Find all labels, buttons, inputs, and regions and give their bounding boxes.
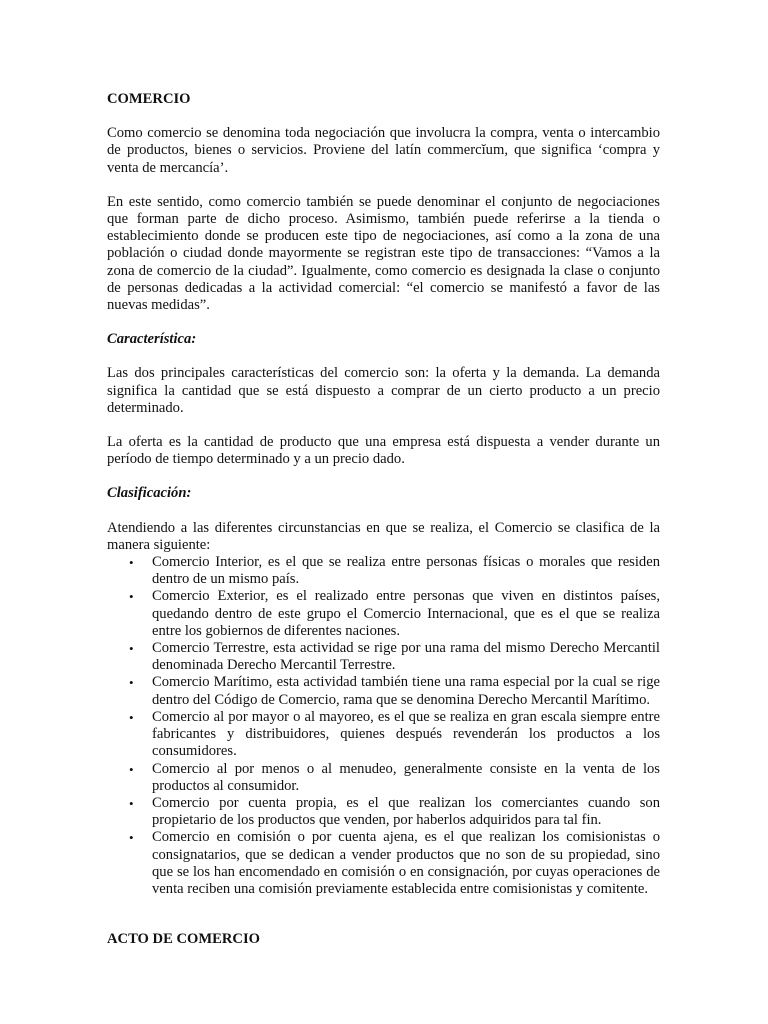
clasificacion-list [107, 554, 660, 898]
document-page [107, 91, 660, 948]
list-item-text: Comercio Exterior, es el realizado entre personas que viven en distintos países, quedando dentro de este grupo el Comercio Internacional, que es el que se realiza entre los gobiernos de diferentes naciones. [152, 588, 660, 639]
list-item [129, 640, 660, 674]
acto-de-comercio-heading: ACTO DE COMERCIO [107, 931, 260, 948]
list-item-text: Comercio al por mayor o al mayoreo, es el que se realiza en gran escala siempre entre fabricantes y distribuidores, quienes después revenderán los productos a los consumidores. [152, 708, 660, 760]
list-item [129, 760, 660, 795]
intro-paragraph-2: En este sentido, como comercio también se puede denominar el conjunto de negociaciones que forman parte de dicho proceso. Asimismo, también puede referirse a la tienda o establecimiento donde se producen este tipo de negociaciones, así como a la zona de una población o ciudad donde mayormente se registran este tipo de transacciones: “Vamos a la zona de comercio de la ciudad”. Igualmente, como comercio es designada la clase o conjunto de personas dedicadas a la actividad comercial: “el comercio se manifestó a favor de las nuevas medidas”. [107, 193, 660, 314]
document-title: COMERCIO [107, 91, 191, 107]
clasificacion-intro: Atendiendo a las diferentes circunstancias en que se realiza, el Comercio se clasifica de la manera siguiente: [107, 519, 660, 553]
clasificacion-heading: Clasificación: [107, 485, 192, 502]
list-item [129, 554, 660, 588]
list-item-text: Comercio al por menos o al menudeo, generalmente consiste en la venta de los productos al consumidor. [152, 760, 660, 794]
intro-paragraph-1: Como comercio se denomina toda negociación que involucra la compra, venta o intercambio de productos, bienes o servicios. Proviene del latín commercĭum, que significa ‘compra y venta de mercancía’. [107, 125, 660, 176]
bullet-icon: • [129, 709, 134, 725]
list-item-text: Comercio Marítimo, esta actividad también tiene una rama especial por la cual se rige dentro del Código de Comercio, rama que se denomina Derecho Mercantil Marítimo. [152, 674, 660, 708]
bullet-icon: • [129, 589, 134, 605]
bullet-icon: • [129, 641, 134, 657]
bullet-icon: • [129, 830, 134, 846]
list-item [129, 674, 660, 708]
caracteristica-heading: Característica: [107, 331, 197, 348]
bullet-icon: • [129, 795, 134, 811]
list-item [129, 794, 660, 829]
list-item [129, 829, 660, 898]
list-item-text: Comercio en comisión o por cuenta ajena, es el que realizan los comisionistas o consignatarios, que se dedican a vender productos que no son de su propiedad, sino que se los han encomendado en comisión o en consignación, por cuyas operaciones de venta reciben una comisión previamente establecida entre comisionistas y comitente. [152, 829, 660, 897]
list-item-text: Comercio Terrestre, esta actividad se rige por una rama del mismo Derecho Mercantil denominada Derecho Mercantil Terrestre. [152, 640, 660, 674]
caracteristica-paragraph-1: Las dos principales características del comercio son: la oferta y la demanda. La demanda significa la cantidad que se está dispuesto a comprar de un cierto producto a un precio determinado. [107, 365, 660, 416]
bullet-icon: • [129, 555, 134, 571]
list-item-text: Comercio por cuenta propia, es el que realizan los comerciantes cuando son propietario de los productos que venden, por haberlos adquiridos para tal fin. [152, 794, 660, 829]
list-item-text: Comercio Interior, es el que se realiza entre personas físicas o morales que residen dentro de un mismo país. [152, 554, 660, 588]
list-item [129, 588, 660, 640]
caracteristica-paragraph-2: La oferta es la cantidad de producto que una empresa está dispuesta a vender durante un período de tiempo determinado y a un precio dado. [107, 434, 660, 468]
list-item [129, 708, 660, 761]
bullet-icon: • [129, 675, 134, 691]
bullet-icon: • [129, 761, 134, 777]
